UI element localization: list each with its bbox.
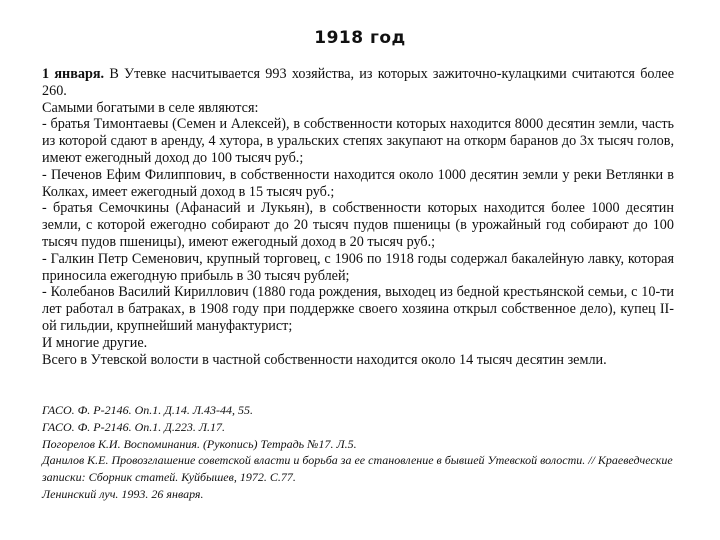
paragraph: Самыми богатыми в селе являются: [42, 99, 259, 116]
paragraph: Всего в Утевской волости в частной собственности находится около 14 тысяч десятин земли. [42, 351, 607, 368]
sources-list [42, 402, 692, 503]
main-text [42, 66, 674, 368]
intro-text: В Утевке насчитывается 993 хозяйства, из которых зажиточно-кулацкими считаются более 260. [42, 66, 675, 99]
paragraph: - братья Семочкины (Афанасий и Лукьян), в собственности которых находится более 1000 десятин земли, с которой ежегодно собирают до 20 тысяч пудов пшеницы (в урожайный год собирают до 100 тысяч пудов пшеницы), имеют ежегодный доход в 20 тысяч руб.; [42, 200, 674, 250]
source-item: Данилов К.Е. Провозглашение советской власти и борьба за ее становление в бывшей Утевской волости. // Краеведческие записки: Сборник статей. Куйбышев, 1972. С.77. [42, 453, 673, 485]
intro-paragraph [42, 66, 674, 100]
source-item: Погорелов К.И. Воспоминания. (Рукопись) Тетрадь №17. Л.5. [42, 436, 357, 451]
page-title: 1918 год [314, 28, 406, 48]
paragraph: - Колебанов Василий Кириллович (1880 года рождения, выходец из бедной крестьянской семьи, с 10-ти лет работал в батраках, в 1908 году при поддержке своего хозяина открыл собственное дело), купец II-ой гильдии, крупнейший мануфактурист; [42, 284, 674, 334]
paragraph: - Печенов Ефим Филиппович, в собственности находится около 1000 десятин земли у реки Ветлянки в Колках, имеет ежегодный доход в 15 тысяч руб.; [42, 166, 674, 200]
paragraph: И многие другие. [42, 334, 148, 351]
source-item: Ленинский луч. 1993. 26 января. [42, 486, 204, 501]
intro-date: 1 января. [42, 66, 105, 82]
paragraph: - Галкин Петр Семенович, крупный торговец, с 1906 по 1918 годы содержал бакалейную лавку, которая приносила ежегодную прибыль в 30 тысяч рублей; [42, 250, 674, 284]
source-item: ГАСО. Ф. Р-2146. Оп.1. Д.14. Л.43-44, 55. [42, 403, 254, 417]
paragraph: - братья Тимонтаевы (Семен и Алексей), в собственности которых находится 8000 десятин земли, часть из которой сдают в аренду, 4 хутора, в уральских степях закупают на откорм баранов до 3х тысяч голов, имеют ежегодный доход до 100 тысяч руб.; [42, 116, 674, 166]
source-item: ГАСО. Ф. Р-2146. Оп.1. Д.223. Л.17. [42, 419, 226, 434]
